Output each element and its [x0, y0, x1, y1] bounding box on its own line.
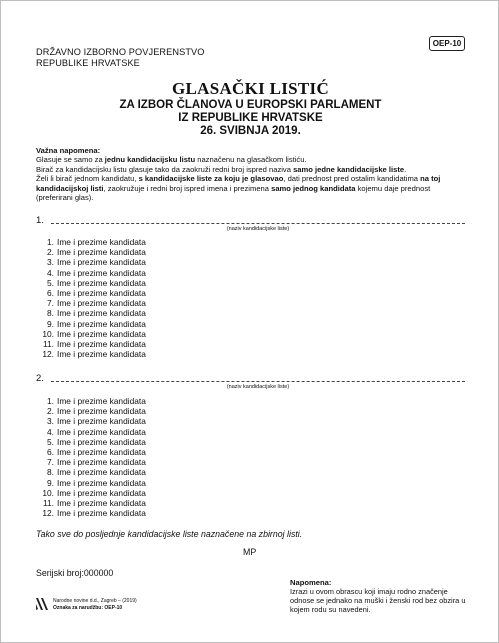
- candidate-number[interactable]: 4.: [47, 267, 54, 278]
- candidate-name: Ime i prezime kandidata: [57, 288, 146, 299]
- list-number-1[interactable]: 1.: [36, 215, 44, 226]
- footnote-text: Izrazi u ovom obrascu koji imaju rodno značenje odnose se jednako na muški i ženski rod bez obzira u kojem rodu su navedeni.: [290, 587, 466, 615]
- candidate-row[interactable]: [31, 457, 146, 467]
- notes-text: naznačenu na glasačkom listiću.: [195, 155, 307, 165]
- candidate-name: Ime i prezime kandidata: [57, 508, 146, 519]
- printer-line-2: Oznaka za narudžbu: OEP-10: [53, 605, 123, 611]
- candidate-number[interactable]: 11.: [42, 498, 54, 509]
- candidate-number[interactable]: 3.: [47, 416, 54, 427]
- candidate-row[interactable]: [31, 308, 146, 318]
- candidate-row[interactable]: [31, 257, 146, 267]
- candidate-row[interactable]: [31, 288, 146, 298]
- subtitle-line-3: 26. SVIBNJA 2019.: [200, 125, 301, 137]
- candidate-number[interactable]: 6.: [47, 288, 54, 299]
- list-caption-1: (naziv kandidacijske liste): [226, 226, 290, 232]
- candidate-number[interactable]: 1.: [47, 237, 54, 247]
- notes-text: , dati prednost pred ostalim kandidatima: [283, 174, 421, 184]
- candidate-list-1: [31, 237, 146, 359]
- candidate-name: Ime i prezime kandidata: [57, 257, 146, 268]
- candidate-name: Ime i prezime kandidata: [57, 487, 146, 498]
- candidate-number[interactable]: 12.: [42, 349, 54, 360]
- candidate-name: Ime i prezime kandidata: [57, 477, 146, 488]
- candidate-name: Ime i prezime kandidata: [57, 467, 146, 478]
- candidate-row[interactable]: [31, 247, 146, 257]
- candidate-number[interactable]: 1.: [47, 396, 54, 406]
- candidate-row[interactable]: [31, 467, 146, 477]
- candidate-name: Ime i prezime kandidata: [57, 406, 146, 417]
- notes-text: Birač za kandidacijsku listu glasuje tako da zaokruži redni broj ispred naziva: [36, 164, 294, 174]
- candidate-name: Ime i prezime kandidata: [57, 416, 146, 427]
- notes-text: kojemu daje prednost (preferirani glas).: [36, 183, 431, 203]
- candidate-row[interactable]: [31, 396, 146, 406]
- important-notes: [36, 146, 466, 202]
- candidate-number[interactable]: 9.: [47, 318, 54, 329]
- issuer-block: [36, 47, 205, 69]
- ballot-subtitle: [1, 99, 499, 138]
- candidate-name: Ime i prezime kandidata: [57, 247, 146, 258]
- candidate-number[interactable]: 10.: [42, 487, 54, 498]
- candidate-name: Ime i prezime kandidata: [57, 298, 146, 309]
- candidate-name: Ime i prezime kandidata: [57, 447, 146, 458]
- candidate-row[interactable]: [31, 437, 146, 447]
- notes-emphasis: samo jedne kandidacijske liste: [293, 164, 405, 174]
- candidate-row[interactable]: [31, 508, 146, 518]
- candidate-name: Ime i prezime kandidata: [57, 339, 146, 350]
- notes-emphasis: jednu kandidacijsku listu: [104, 155, 196, 165]
- candidate-row[interactable]: [31, 488, 146, 498]
- ballot-title: GLASAČKI LISTIĆ: [171, 79, 330, 98]
- notes-emphasis: samo jednog kandidata: [271, 183, 356, 193]
- closing-note: Tako sve do posljednje kandidacijske liste naznačene na zbirnoj listi.: [36, 529, 303, 539]
- notes-emphasis: s kandidacijske liste za koju je glasovao: [138, 174, 284, 184]
- candidate-name: Ime i prezime kandidata: [57, 237, 146, 247]
- form-code-badge: OEP-10: [429, 36, 465, 51]
- candidate-row[interactable]: [31, 427, 146, 437]
- notes-emphasis: na toj kandidacijskoj listi: [36, 174, 441, 193]
- candidate-row[interactable]: [31, 349, 146, 359]
- candidate-number[interactable]: 4.: [47, 426, 54, 437]
- candidate-row[interactable]: [31, 268, 146, 278]
- candidate-list-2: [31, 396, 146, 518]
- candidate-name: Ime i prezime kandidata: [57, 328, 146, 339]
- notes-text: Želi li birač jednom kandidatu,: [36, 174, 139, 184]
- candidate-name: Ime i prezime kandidata: [57, 308, 146, 319]
- candidate-number[interactable]: 8.: [47, 467, 54, 478]
- candidate-row[interactable]: [31, 278, 146, 288]
- candidate-name: Ime i prezime kandidata: [57, 457, 146, 468]
- candidate-number[interactable]: 7.: [47, 298, 54, 309]
- candidate-number[interactable]: 5.: [47, 436, 54, 447]
- notes-text: , zaokružuje i redni broj ispred imena i prezimena: [103, 183, 272, 193]
- serial-number: Serijski broj:000000: [36, 568, 114, 578]
- candidate-number[interactable]: 7.: [47, 457, 54, 468]
- candidate-row[interactable]: [31, 447, 146, 457]
- candidate-row[interactable]: [31, 416, 146, 426]
- notes-paragraph-1: [36, 155, 466, 164]
- candidate-name: Ime i prezime kandidata: [57, 498, 146, 509]
- candidate-name: Ime i prezime kandidata: [57, 436, 146, 447]
- candidate-name: Ime i prezime kandidata: [57, 396, 146, 406]
- candidate-number[interactable]: 2.: [47, 406, 54, 417]
- notes-paragraph-2: [36, 165, 466, 174]
- issuer-line-1: DRŽAVNO IZBORNO POVJERENSTVO: [36, 47, 205, 57]
- issuer-line-2: REPUBLIKE HRVATSKE: [36, 58, 140, 68]
- candidate-number[interactable]: 10.: [42, 328, 54, 339]
- candidate-row[interactable]: [31, 339, 146, 349]
- candidate-number[interactable]: 11.: [42, 339, 54, 350]
- candidate-name: Ime i prezime kandidata: [57, 277, 146, 288]
- candidate-row[interactable]: [31, 237, 146, 247]
- candidate-name: Ime i prezime kandidata: [57, 426, 146, 437]
- notes-text: .: [404, 164, 407, 174]
- candidate-number[interactable]: 6.: [47, 447, 54, 458]
- candidate-number[interactable]: 2.: [47, 247, 54, 258]
- candidate-row[interactable]: [31, 298, 146, 308]
- subtitle-line-1: ZA IZBOR ČLANOVA U EUROPSKI PARLAMENT: [119, 99, 382, 111]
- candidate-row[interactable]: [31, 329, 146, 339]
- candidate-name: Ime i prezime kandidata: [57, 349, 146, 360]
- candidate-number[interactable]: 12.: [42, 508, 54, 519]
- nn-logo-icon: [35, 597, 49, 611]
- subtitle-line-2: IZ REPUBLIKE HRVATSKE: [178, 112, 323, 124]
- printer-line-1: Narodne novine d.d., Zagreb – (2019): [53, 598, 137, 604]
- candidate-row[interactable]: [31, 498, 146, 508]
- candidate-row[interactable]: [31, 319, 146, 329]
- list-number-2[interactable]: 2.: [36, 373, 44, 384]
- candidate-row[interactable]: [31, 478, 146, 488]
- candidate-number[interactable]: 5.: [47, 277, 54, 288]
- candidate-number[interactable]: 9.: [47, 477, 54, 488]
- list-name-line-1: [51, 223, 465, 224]
- candidate-row[interactable]: [31, 406, 146, 416]
- notes-paragraph-3: [36, 174, 466, 202]
- list-name-line-2: [51, 381, 465, 382]
- notes-heading: Važna napomena:: [36, 146, 101, 155]
- stamp-mark: MP: [243, 547, 257, 557]
- candidate-name: Ime i prezime kandidata: [57, 267, 146, 278]
- printer-info: [53, 598, 137, 612]
- footnote-heading: Napomena:: [290, 578, 332, 587]
- notes-text: Glasuje se samo za: [36, 155, 105, 165]
- candidate-name: Ime i prezime kandidata: [57, 318, 146, 329]
- candidate-number[interactable]: 8.: [47, 308, 54, 319]
- candidate-number[interactable]: 3.: [47, 257, 54, 268]
- list-caption-2: (naziv kandidacijske liste): [226, 384, 290, 390]
